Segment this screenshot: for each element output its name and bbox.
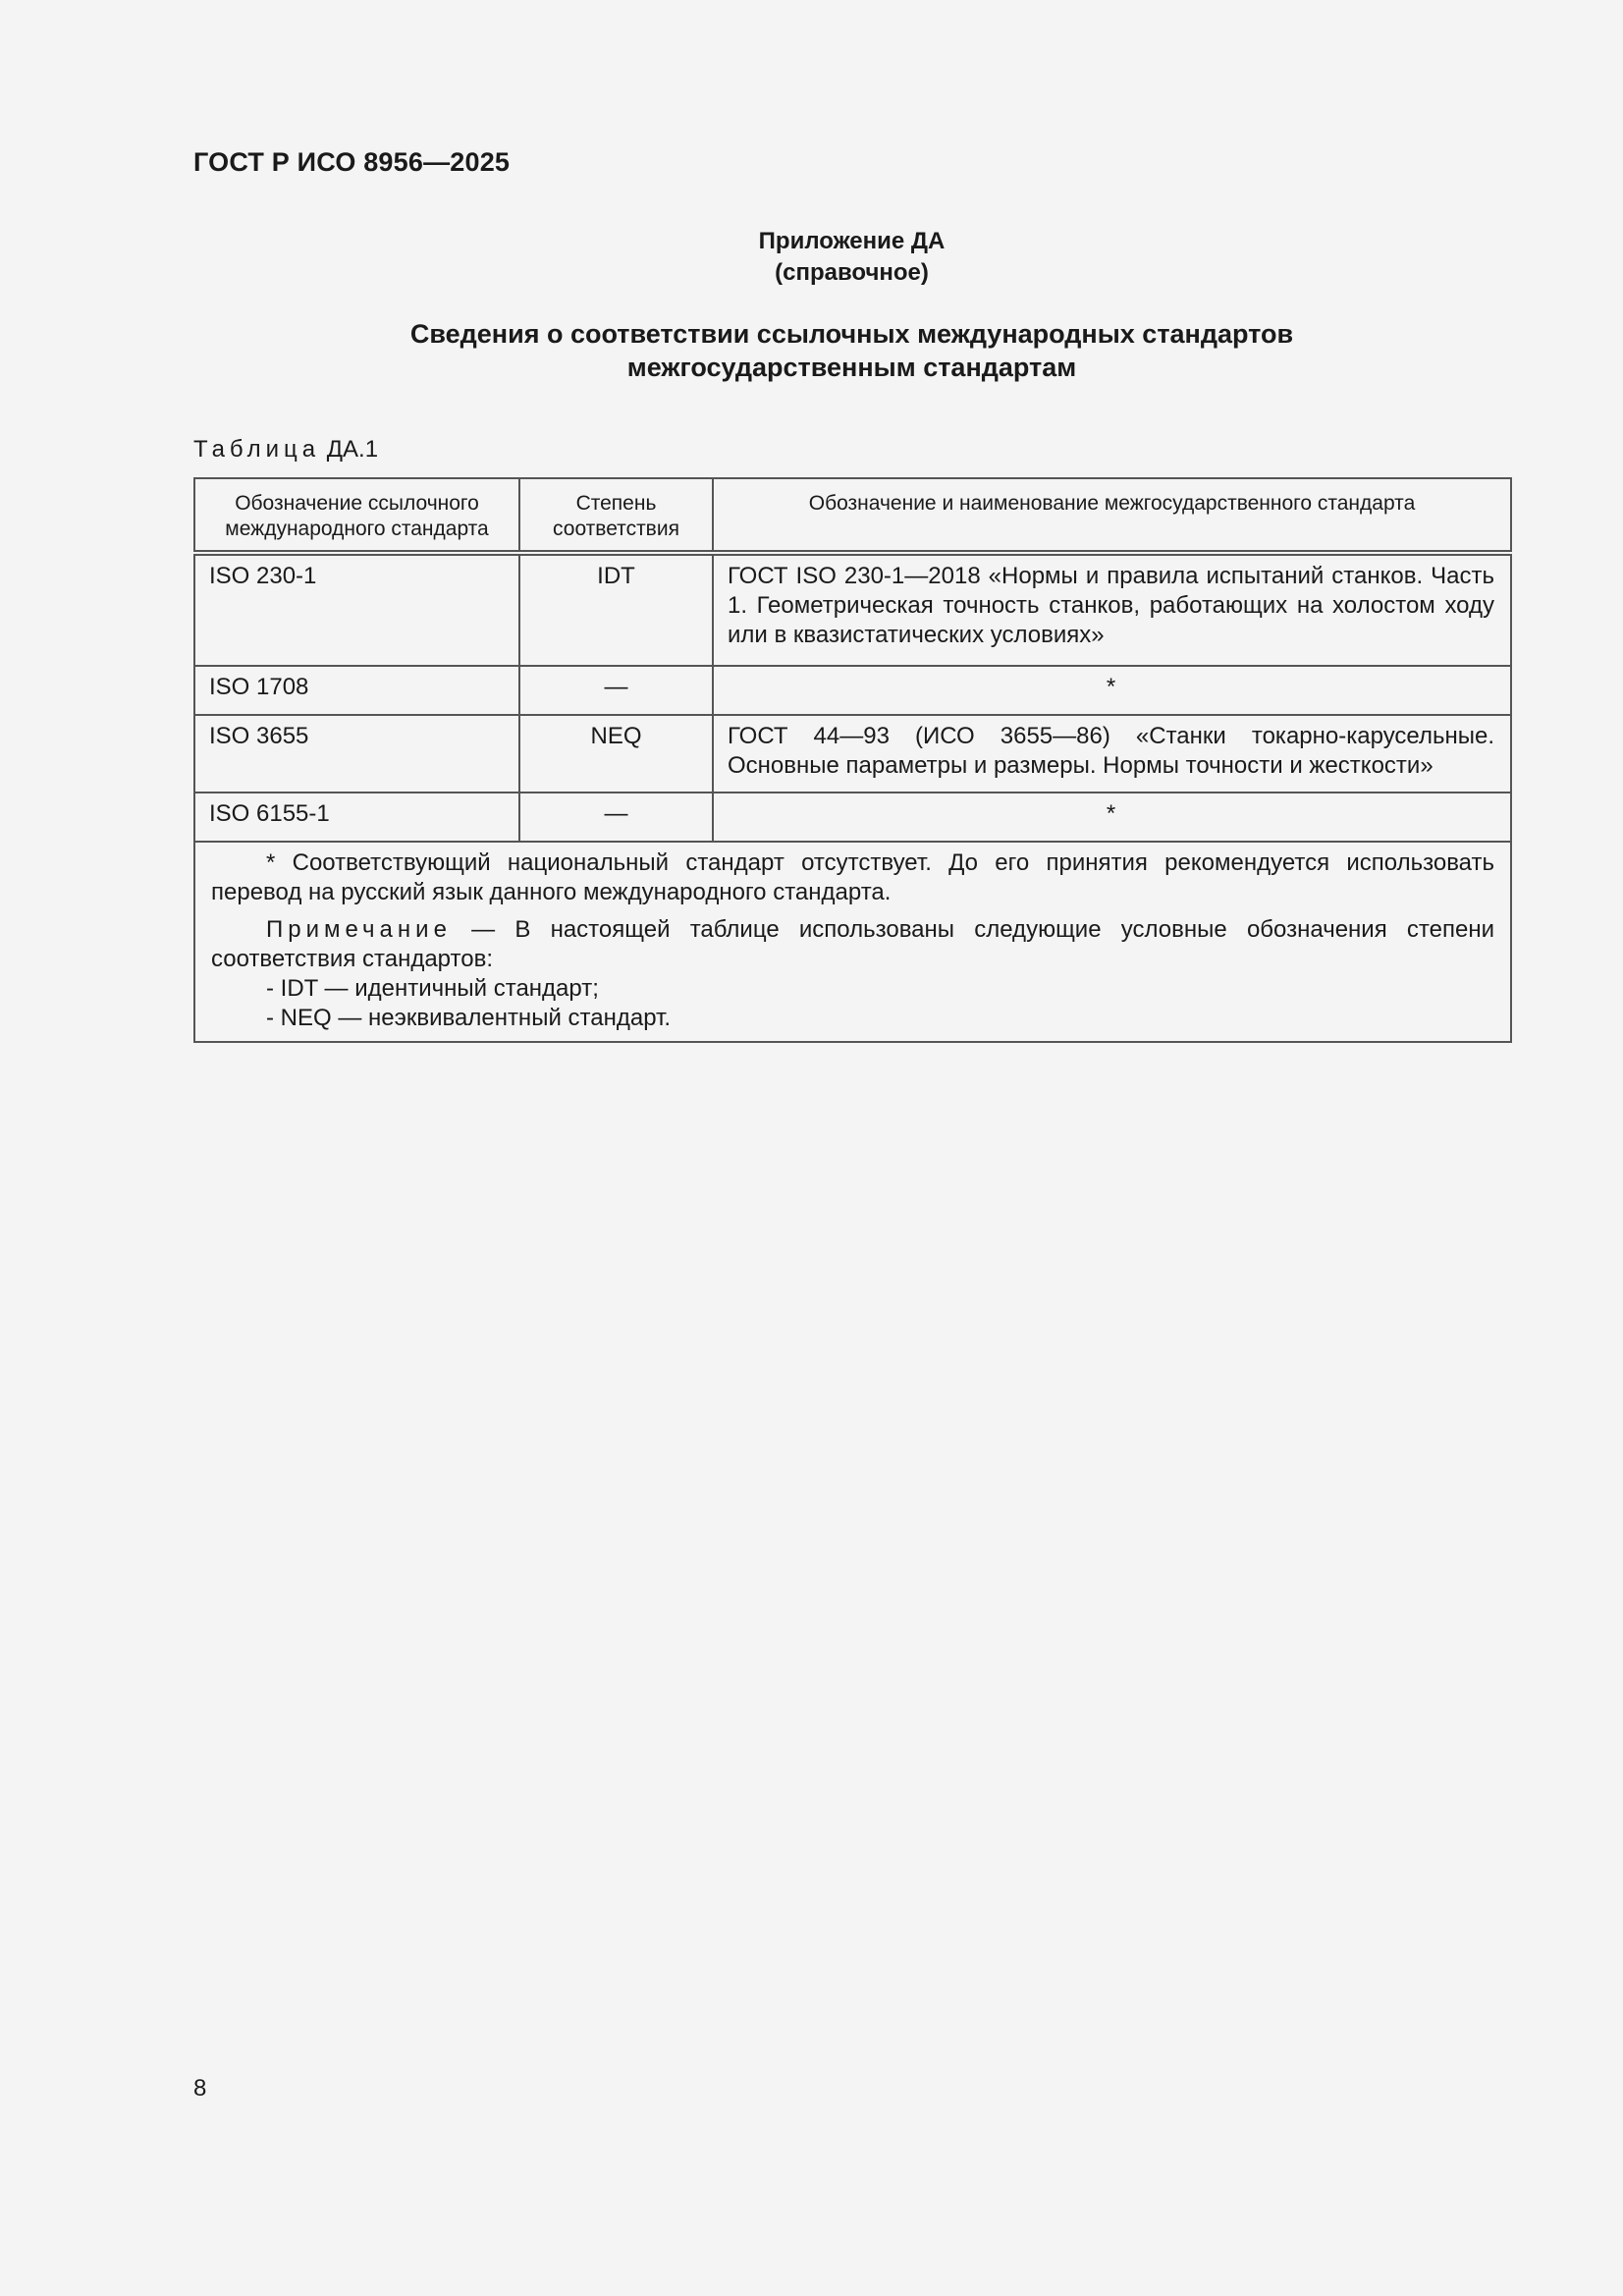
heading-line-1: Сведения о соответствии ссылочных международных стандартов (409, 319, 1294, 349)
cell-degree: IDT (519, 553, 713, 666)
header-intl-line-2: международного стандарта (225, 518, 489, 540)
document-code: ГОСТ Р ИСО 8956—2025 (193, 147, 511, 177)
table-row (194, 666, 1511, 715)
cell-national-standard: * (713, 793, 1511, 842)
cell-degree: NEQ (519, 715, 713, 793)
cell-intl-standard: ISO 1708 (194, 666, 519, 715)
table-caption-word: Таблица (193, 436, 321, 463)
table-row (194, 553, 1511, 666)
cell-degree: — (519, 666, 713, 715)
table-notes-row (194, 842, 1511, 1042)
cell-national-standard: ГОСТ 44—93 (ИСО 3655—86) «Станки токарно-карусельные. Основные параметры и размеры. Нормы точности и жесткости» (713, 715, 1511, 793)
page-number: 8 (193, 2075, 207, 2102)
table-row (194, 715, 1511, 793)
cell-intl-standard: ISO 3655 (194, 715, 519, 793)
table-caption-number: ДА.1 (326, 436, 379, 463)
header-degree (519, 478, 713, 553)
header-intl-line-1: Обозначение ссылочного (235, 492, 479, 515)
cell-intl-standard: ISO 6155-1 (194, 793, 519, 842)
heading-line-2: межгосударственным стандартам (626, 353, 1077, 382)
cell-national-standard: * (713, 666, 1511, 715)
header-degree-line-1: Степень (575, 492, 657, 515)
cell-national-standard: ГОСТ ISO 230-1—2018 «Нормы и правила испытаний станков. Часть 1. Геометрическая точность станков, работающих на холостом ходу или в квазистатических условиях» (713, 553, 1511, 666)
appendix-block (193, 226, 1510, 289)
header-intl-standard (194, 478, 519, 553)
table-row (194, 793, 1511, 842)
note-item-neq: - NEQ — неэквивалентный стандарт. (266, 1005, 672, 1031)
table-notes (194, 842, 1511, 1042)
section-heading (193, 317, 1510, 384)
header-national-standard (713, 478, 1511, 553)
table-note (211, 915, 1494, 974)
table-caption (193, 436, 378, 464)
appendix-subtitle: (справочное) (775, 259, 929, 286)
header-national-text: Обозначение и наименование межгосударственного стандарта (808, 492, 1416, 515)
table-footnote: * Соответствующий национальный стандарт отсутствует. До его принятия рекомендуется использовать перевод на русский язык данного международного стандарта. (211, 849, 1494, 905)
cell-degree: — (519, 793, 713, 842)
note-item-idt: - IDT — идентичный стандарт; (266, 975, 599, 1002)
note-label: Примечание (266, 916, 452, 943)
note-text: — В настоящей таблице использованы следующие условные обозначения степени соответствия стандартов: (211, 916, 1494, 972)
appendix-title: Приложение ДА (758, 228, 946, 254)
table-header-row (194, 478, 1511, 553)
cell-intl-standard: ISO 230-1 (194, 553, 519, 666)
correspondence-table (193, 477, 1512, 1043)
header-degree-line-2: соответствия (553, 518, 679, 540)
